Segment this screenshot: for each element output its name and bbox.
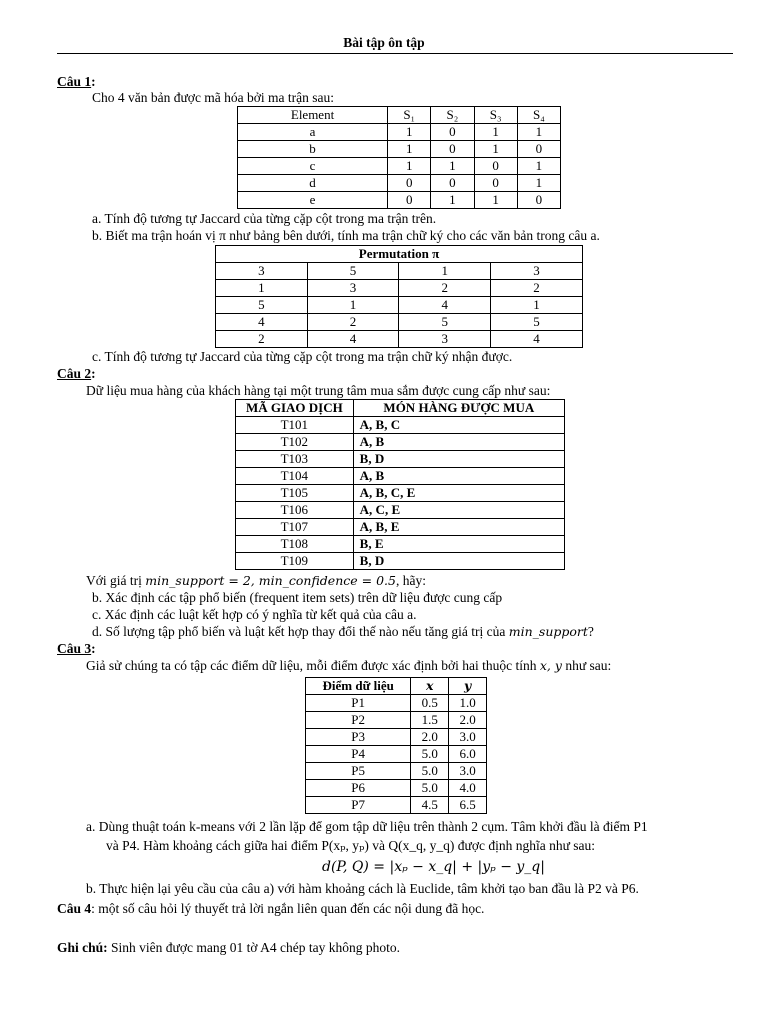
permutation-cell: 5 xyxy=(216,297,308,314)
q3-intro xyxy=(86,658,611,674)
permutation-cell: 1 xyxy=(216,280,308,297)
q1-item-b: b. Biết ma trận hoán vị π như bảng bên dưới, tính ma trận chữ ký cho các văn bản trong câu a. xyxy=(92,228,600,243)
permutation-cell: 5 xyxy=(399,314,491,331)
matrix-cell: 0 xyxy=(431,175,474,192)
matrix-cell: 0 xyxy=(431,141,474,158)
note-label: Ghi chú: xyxy=(57,940,108,955)
q4 xyxy=(57,901,484,917)
transaction-id-cell: T109 xyxy=(236,553,354,570)
q2-condition-prefix: Với giá trị xyxy=(86,573,146,588)
transaction-id-cell: T105 xyxy=(236,485,354,502)
q3-formula: d(P, Q) = |xₚ − x_q| + |yₚ − y_q| xyxy=(322,859,545,875)
points-cell: P4 xyxy=(306,746,411,763)
q3-item-a-line1: a. Dùng thuật toán k-means với 2 lần lặp để gom tập dữ liệu trên thành 2 cụm. Tâm khởi đầu là điểm P1 xyxy=(86,819,648,834)
permutation-cell: 3 xyxy=(399,331,491,348)
transaction-items-cell: B, D xyxy=(353,553,564,570)
matrix-header-cell: S₂ xyxy=(431,107,474,124)
permutation-cell: 2 xyxy=(216,331,308,348)
transaction-items-cell: A, B xyxy=(353,434,564,451)
permutation-cell: 4 xyxy=(307,331,399,348)
q2-heading: Câu 2 xyxy=(57,366,92,381)
matrix-header-cell: S₄ xyxy=(517,107,560,124)
matrix-cell: 1 xyxy=(517,175,560,192)
transaction-items-cell: B, D xyxy=(353,451,564,468)
table-row xyxy=(236,502,565,519)
matrix-cell: 0 xyxy=(431,124,474,141)
transactions-header-cell: MÓN HÀNG ĐƯỢC MUA xyxy=(353,400,564,417)
matrix-cell: 1 xyxy=(474,124,517,141)
transaction-id-cell: T103 xyxy=(236,451,354,468)
table-row xyxy=(306,780,487,797)
transaction-id-cell: T108 xyxy=(236,536,354,553)
table-row xyxy=(216,314,583,331)
permutation-cell: 2 xyxy=(307,314,399,331)
permutation-cell: 2 xyxy=(399,280,491,297)
points-cell: 3.0 xyxy=(449,763,487,780)
matrix-cell: 1 xyxy=(388,124,431,141)
matrix-header-cell: Element xyxy=(238,107,388,124)
q3-points-table xyxy=(305,677,487,814)
table-row xyxy=(236,553,565,570)
permutation-cell: 5 xyxy=(307,263,399,280)
table-row xyxy=(306,712,487,729)
matrix-cell: 1 xyxy=(517,158,560,175)
q3-heading-wrap: Câu 3: xyxy=(57,641,96,656)
matrix-header-cell: S₃ xyxy=(474,107,517,124)
q1-heading: Câu 1 xyxy=(57,74,92,89)
page-title: Bài tập ôn tập xyxy=(343,35,425,50)
q3-intro-prefix: Giả sử chúng ta có tập các điểm dữ liệu, mỗi điểm được xác định bởi hai thuộc tính xyxy=(86,658,540,673)
points-cell: P5 xyxy=(306,763,411,780)
q1-permutation-table xyxy=(215,245,583,348)
points-cell: 4.0 xyxy=(449,780,487,797)
matrix-cell: 0 xyxy=(474,158,517,175)
permutation-header: Permutation π xyxy=(216,246,583,263)
matrix-cell: d xyxy=(238,175,388,192)
table-row xyxy=(236,519,565,536)
table-row xyxy=(236,417,565,434)
permutation-cell: 3 xyxy=(216,263,308,280)
matrix-cell: c xyxy=(238,158,388,175)
permutation-cell: 2 xyxy=(491,280,583,297)
points-cell: 5.0 xyxy=(411,746,449,763)
transaction-items-cell: A, B, C, E xyxy=(353,485,564,502)
points-cell: 6.0 xyxy=(449,746,487,763)
q2-item-d-suffix: ? xyxy=(587,624,594,639)
points-cell: 3.0 xyxy=(449,729,487,746)
q1-matrix-table xyxy=(237,106,561,209)
points-header-cell: Điểm dữ liệu xyxy=(306,678,411,695)
q3-item-a-line2: và P4. Hàm khoảng cách giữa hai điểm P(xₚ, yₚ) và Q(x_q, y_q) được định nghĩa như sau: xyxy=(106,838,596,853)
permutation-cell: 4 xyxy=(399,297,491,314)
permutation-cell: 1 xyxy=(399,263,491,280)
transactions-header-cell: MÃ GIAO DỊCH xyxy=(236,400,354,417)
table-row xyxy=(306,763,487,780)
matrix-cell: e xyxy=(238,192,388,209)
points-cell: 1.5 xyxy=(411,712,449,729)
transaction-id-cell: T107 xyxy=(236,519,354,536)
matrix-cell: 0 xyxy=(474,175,517,192)
points-cell: 2.0 xyxy=(449,712,487,729)
note-text: Sinh viên được mang 01 tờ A4 chép tay không photo. xyxy=(107,940,400,955)
table-row xyxy=(306,797,487,814)
table-row xyxy=(236,434,565,451)
q1-item-a: a. Tính độ tương tự Jaccard của từng cặp cột trong ma trận trên. xyxy=(92,211,437,226)
points-cell: P2 xyxy=(306,712,411,729)
q2-transactions-table xyxy=(235,399,565,570)
transaction-id-cell: T106 xyxy=(236,502,354,519)
q3-intro-suffix: như sau: xyxy=(561,658,612,673)
matrix-cell: 1 xyxy=(474,192,517,209)
matrix-cell: 1 xyxy=(431,158,474,175)
table-row xyxy=(238,158,561,175)
q3-item-b: b. Thực hiện lại yêu cầu của câu a) với hàm khoảng cách là Euclide, tâm khởi tạo ban đầu là P2 và P6. xyxy=(86,881,639,896)
points-cell: 5.0 xyxy=(411,780,449,797)
q2-heading-wrap: Câu 2: xyxy=(57,366,96,381)
table-row xyxy=(236,451,565,468)
transaction-items-cell: A, B xyxy=(353,468,564,485)
table-row xyxy=(306,746,487,763)
q4-text: : một số câu hỏi lý thuyết trả lời ngắn liên quan đến các nội dung đã học. xyxy=(91,901,485,916)
matrix-cell: 1 xyxy=(517,124,560,141)
matrix-cell: 0 xyxy=(388,175,431,192)
q3-intro-math: x, y xyxy=(539,658,562,673)
q3-heading: Câu 3 xyxy=(57,641,92,656)
transaction-id-cell: T102 xyxy=(236,434,354,451)
points-cell: P3 xyxy=(306,729,411,746)
table-row xyxy=(238,175,561,192)
permutation-cell: 1 xyxy=(491,297,583,314)
q2-item-d xyxy=(92,624,594,640)
table-row xyxy=(238,141,561,158)
table-row xyxy=(238,192,561,209)
transaction-items-cell: B, E xyxy=(353,536,564,553)
q2-item-d-math: min_support xyxy=(508,624,588,639)
points-cell: 2.0 xyxy=(411,729,449,746)
transaction-items-cell: A, B, C xyxy=(353,417,564,434)
permutation-cell: 5 xyxy=(491,314,583,331)
transaction-items-cell: A, C, E xyxy=(353,502,564,519)
q2-condition-suffix: , hãy: xyxy=(395,573,426,588)
matrix-header-cell: S₁ xyxy=(388,107,431,124)
points-cell: 4.5 xyxy=(411,797,449,814)
points-header-cell: y xyxy=(449,678,487,695)
q2-intro: Dữ liệu mua hàng của khách hàng tại một trung tâm mua sắm được cung cấp như sau: xyxy=(86,383,551,398)
points-cell: 5.0 xyxy=(411,763,449,780)
q2-item-c: c. Xác định các luật kết hợp có ý nghĩa từ kết quả của câu a. xyxy=(92,607,417,622)
points-cell: P6 xyxy=(306,780,411,797)
q2-item-b: b. Xác định các tập phổ biến (frequent item sets) trên dữ liệu được cung cấp xyxy=(92,590,503,605)
table-row xyxy=(216,331,583,348)
points-cell: 0.5 xyxy=(411,695,449,712)
points-header-cell: x xyxy=(411,678,449,695)
matrix-cell: 1 xyxy=(388,158,431,175)
table-row xyxy=(238,124,561,141)
points-cell: P7 xyxy=(306,797,411,814)
permutation-cell: 1 xyxy=(307,297,399,314)
matrix-cell: 0 xyxy=(517,192,560,209)
permutation-cell: 4 xyxy=(216,314,308,331)
permutation-cell: 3 xyxy=(491,263,583,280)
permutation-cell: 3 xyxy=(307,280,399,297)
transaction-id-cell: T101 xyxy=(236,417,354,434)
q1-item-c: c. Tính độ tương tự Jaccard của từng cặp cột trong ma trận chữ ký nhận được. xyxy=(92,349,513,364)
points-cell: 6.5 xyxy=(449,797,487,814)
permutation-cell: 4 xyxy=(491,331,583,348)
q2-condition-math: min_support = 2, min_confidence = 0.5 xyxy=(145,573,396,588)
q1-intro: Cho 4 văn bản được mã hóa bởi ma trận sau: xyxy=(92,90,335,105)
transaction-items-cell: A, B, E xyxy=(353,519,564,536)
q2-item-d-prefix: d. Số lượng tập phổ biến và luật kết hợp thay đổi thế nào nếu tăng giá trị của xyxy=(92,624,509,639)
table-row xyxy=(216,263,583,280)
matrix-cell: 1 xyxy=(474,141,517,158)
q4-heading: Câu 4 xyxy=(57,901,92,916)
points-cell: P1 xyxy=(306,695,411,712)
table-row xyxy=(306,695,487,712)
matrix-cell: a xyxy=(238,124,388,141)
q1-heading-wrap: Câu 1: xyxy=(57,74,96,89)
matrix-cell: 0 xyxy=(388,192,431,209)
q2-condition xyxy=(86,573,426,589)
matrix-cell: 0 xyxy=(517,141,560,158)
matrix-cell: b xyxy=(238,141,388,158)
table-row xyxy=(216,280,583,297)
matrix-cell: 1 xyxy=(431,192,474,209)
note xyxy=(57,940,400,956)
table-row xyxy=(236,485,565,502)
matrix-cell: 1 xyxy=(388,141,431,158)
table-row xyxy=(236,536,565,553)
table-row xyxy=(236,468,565,485)
table-row xyxy=(216,297,583,314)
title-divider xyxy=(57,53,733,54)
table-row xyxy=(306,729,487,746)
points-cell: 1.0 xyxy=(449,695,487,712)
transaction-id-cell: T104 xyxy=(236,468,354,485)
